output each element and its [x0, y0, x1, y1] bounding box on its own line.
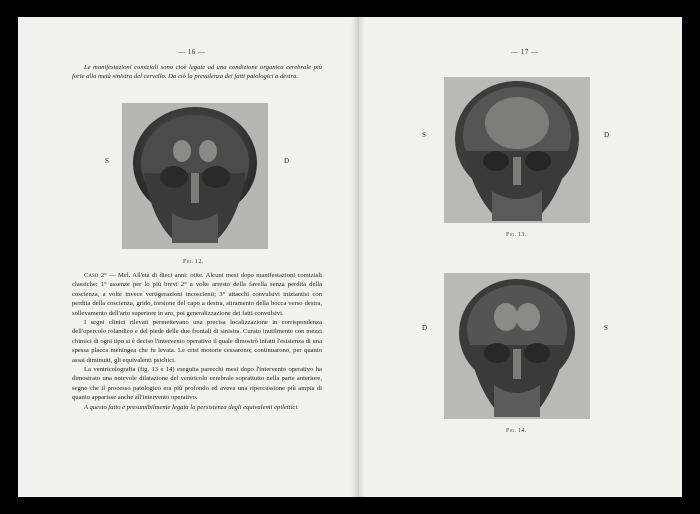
- figure-14-label-right: S: [604, 324, 608, 332]
- clinical-paragraph: I segni clinici rilevati permettevano una precisa localizzazione in corrispondenza dell'opercolo rolandico e del piede delle due frontali di sinistra. Curato inutilmente con mezzi chimici di ogni tipo si è deciso l'intervento operativo il quale dimostrò infatti l'esistenza di una spessa placca meningea che fu levata. Le crisi motorie cessarono; continuarono, per quanto assai diminuiti, gli equivalenti psichici.: [72, 319, 322, 364]
- figure-13-caption: Fig. 13.: [506, 232, 527, 238]
- figure-14-label-left: D: [422, 324, 428, 332]
- figure-12-caption: Fig. 12.: [183, 259, 204, 265]
- skull-xray-front-icon: [444, 273, 590, 419]
- figure-13-label-right: D: [604, 131, 610, 139]
- book-spread: [18, 17, 682, 497]
- left-page: [18, 17, 358, 497]
- figure-13-label-left: S: [422, 131, 426, 139]
- case-text: — Mel. All'età di dieci anni: otite. Alcuni mesi dopo manifestazioni comiziali classiche: 1° assenze per lo più brevi 2° a volte arresto della favella senza perdita della coscienza, a volte invece vertigerazioni incoscienti; 3° attacchi convulsivi iniziantisi con perdita della coscienza, grido, torsione del capo a destra, stiramento della bocca verso destra, sollevamento dell'arto superiore in aro, poi generalizzazione dei fatti convulsivi.: [72, 272, 322, 317]
- figure-12-label-right: D: [284, 157, 290, 165]
- skull-xray-front-icon: [444, 77, 590, 223]
- figure-13-image: [444, 77, 590, 223]
- skull-xray-front-icon: [122, 103, 268, 249]
- right-page: [358, 17, 682, 497]
- figure-12-image: [122, 103, 268, 249]
- intro-paragraph: Le manifestazioni comiziali sono cioè legate ad una condizione organica cerebrale più forte alla metà sinistra del cervello. Da ciò la prevalenza dei fatti patologici a destra.: [72, 64, 322, 81]
- figure-14-caption: Fig. 14.: [506, 428, 527, 434]
- case-paragraph: [72, 271, 322, 412]
- figure-14-image: [444, 273, 590, 419]
- ventriculography-paragraph: La ventricolografia (fig. 13 e 14) eseguita parecchi mesi dopo l'intervento operativo ha dimostrato una notevole dilatazione del ventricolo cerebrale soprattutto nella parte anteriore, segno che il processo patologico era più profondo ed aveva una ripercussione più ampia di quanto apparisse anche all'intervento operativo.: [72, 366, 322, 402]
- closing-paragraph: A questo fatto è presumibilmente legata la persistenza degli equivalenti epilettici.: [84, 403, 299, 411]
- case-label: Caso 2°: [84, 272, 107, 279]
- figure-12-label-left: S: [105, 157, 109, 165]
- right-page-number: — 17 —: [511, 48, 539, 56]
- left-page-number: — 16 —: [178, 48, 206, 56]
